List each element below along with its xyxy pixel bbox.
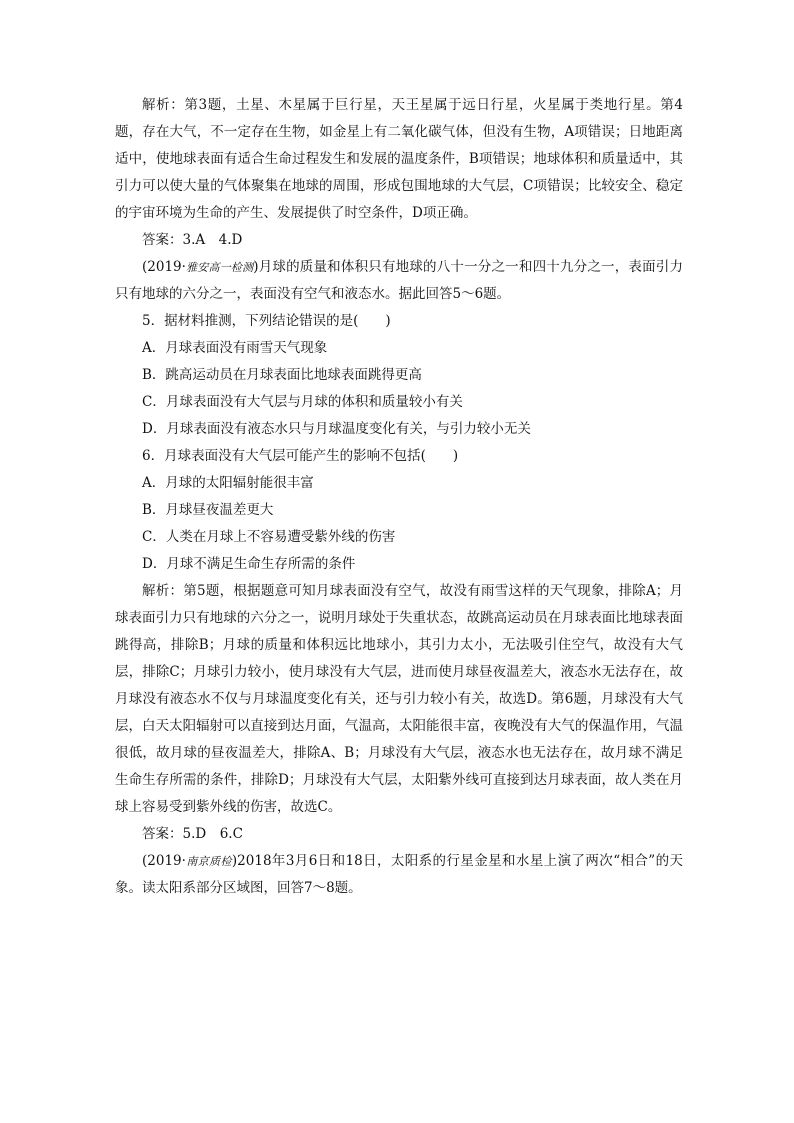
q6-option-d: D．月球不满足生命生存所需的条件 — [142, 556, 356, 572]
material-text: )月球的质量和体积只有地球的八十一分之一和四十九分之一，表面引力只有地球的六分之一，表面没有空气和液态水。据此回答5～6题。 — [115, 259, 683, 302]
q5-option-a: A．月球表面没有雨雪天气现象 — [142, 340, 328, 356]
source-name: 雅安高一检测 — [185, 261, 254, 274]
question-6: 6．月球表面没有大气层可能产生的影响不包括( ) — [142, 448, 459, 464]
answer-q3-q4: 答案：3.A 4.D — [142, 232, 243, 248]
q5-option-d: D．月球表面没有液态水只与月球温度变化有关，与引力较小无关 — [142, 421, 531, 437]
answer-q5-q6: 答案：5.D 6.C — [142, 826, 243, 842]
document-body — [115, 92, 683, 902]
material-q7-q8 — [115, 848, 683, 902]
analysis-q5-q6: 解析：第5题，根据题意可知月球表面没有空气，故没有雨雪这样的天气现象，排除A；月球表面引力只有地球的六分之一，说明月球处于失重状态，故跳高运动员在月球表面比地球表面跳得高，排除B；月球的质量和体积远比地球小，其引力太小，无法吸引住空气，故没有大气层，排除C；月球引力较小，使月球没有大气层，进而使月球昼夜温差大，液态水无法存在，故月球没有液态水不仅与月球温度变化有关，还与引力较小有关，故选D。第6题，月球没有大气层，白天太阳辐射可以直接到达月面，气温高，太阳能很丰富，夜晚没有大气的保温作用，气温很低，故月球的昼夜温差大，排除A、B；月球没有大气层，液态水也无法存在，故月球不满足生命生存所需的条件，排除D；月球没有大气层，太阳紫外线可直接到达月球表面，故人类在月球上容易受到紫外线的伤害，故选C。 — [115, 583, 683, 815]
analysis-q3-q4: 解析：第3题，土星、木星属于巨行星，天王星属于远日行星，火星属于类地行星。第4题，存在大气，不一定存在生物，如金星上有二氧化碳气体，但没有生物，A项错误；日地距离适中，使地球表面有适合生命过程发生和发展的温度条件，B项错误；地球体积和质量适中，其引力可以使大量的气体聚集在地球的周围，形成包围地球的大气层，C项错误；比较安全、稳定的宇宙环境为生命的产生、发展提供了时空条件，D项正确。 — [115, 97, 683, 221]
q5-option-b: B．跳高运动员在月球表面比地球表面跳得更高 — [142, 367, 422, 383]
q6-option-a: A．月球的太阳辐射能很丰富 — [142, 475, 314, 491]
material-text: )2018年3月6日和18日，太阳系的行星金星和水星上演了两次“相合”的天象。读太阳系部分区域图，回答7～8题。 — [115, 853, 683, 896]
q6-option-b: B．月球昼夜温差更大 — [142, 502, 274, 518]
source-year: (2019· — [142, 853, 186, 869]
q6-option-c: C．人类在月球上不容易遭受紫外线的伤害 — [142, 529, 396, 545]
material-q5-q6 — [115, 254, 683, 308]
q5-option-c: C．月球表面没有大气层与月球的体积和质量较小有关 — [142, 394, 463, 410]
source-year: (2019· — [142, 259, 186, 275]
question-5: 5．据材料推测，下列结论错误的是( ) — [142, 313, 391, 329]
source-name: 南京质检 — [185, 855, 232, 868]
